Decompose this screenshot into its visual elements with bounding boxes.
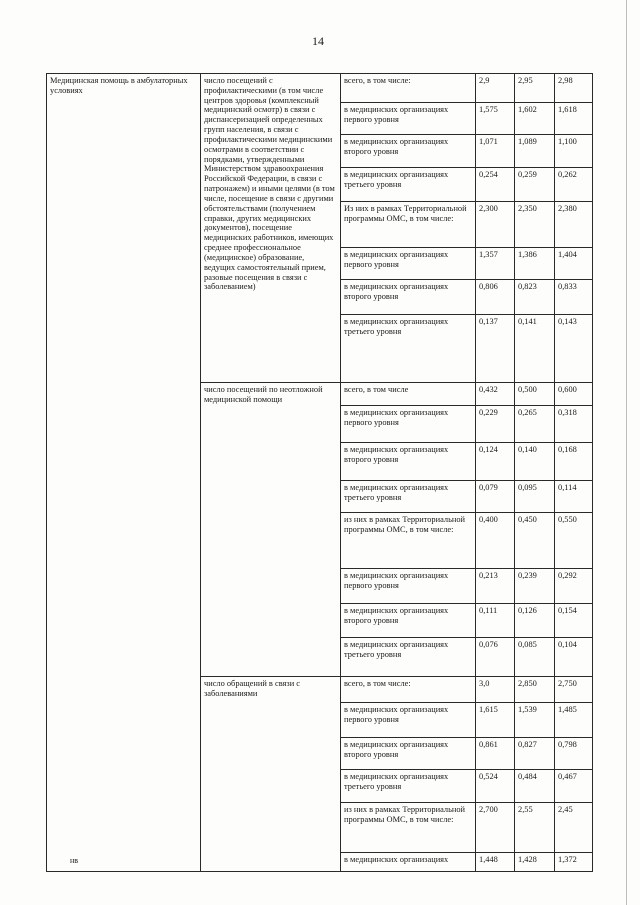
value-cell: 0,141 bbox=[515, 315, 555, 383]
value-cell: 1,539 bbox=[515, 703, 555, 738]
value-cell: 0,095 bbox=[515, 481, 555, 513]
value-cell: 0,114 bbox=[555, 481, 593, 513]
value-cell: 0,600 bbox=[555, 383, 593, 406]
value-cell: 2,700 bbox=[476, 803, 515, 853]
value-cell: 0,124 bbox=[476, 443, 515, 481]
row-label: всего, в том числе: bbox=[341, 677, 476, 703]
value-cell: 0,823 bbox=[515, 280, 555, 315]
value-cell: 0,079 bbox=[476, 481, 515, 513]
value-cell: 2,300 bbox=[476, 202, 515, 248]
group-label: число обращений в связи с заболеваниями bbox=[201, 677, 341, 872]
value-cell: 0,137 bbox=[476, 315, 515, 383]
value-cell: 0,833 bbox=[555, 280, 593, 315]
table-row bbox=[47, 74, 593, 103]
value-cell: 0,827 bbox=[515, 738, 555, 770]
value-cell: 2,95 bbox=[515, 74, 555, 103]
value-cell: 0,432 bbox=[476, 383, 515, 406]
section-label: Медицинская помощь в амбулаторных условиях bbox=[47, 74, 201, 872]
value-cell: 1,100 bbox=[555, 135, 593, 168]
row-label: в медицинских организациях второго уровня bbox=[341, 280, 476, 315]
value-cell: 0,500 bbox=[515, 383, 555, 406]
row-label: из них в рамках Территориальной программы ОМС, в том числе: bbox=[341, 803, 476, 853]
value-cell: 1,372 bbox=[555, 853, 593, 872]
value-cell: 0,484 bbox=[515, 770, 555, 803]
value-cell: 2,98 bbox=[555, 74, 593, 103]
row-label: из них в рамках Территориальной программы ОМС, в том числе: bbox=[341, 513, 476, 569]
value-cell: 0,229 bbox=[476, 406, 515, 443]
value-cell: 2,850 bbox=[515, 677, 555, 703]
value-cell: 0,213 bbox=[476, 569, 515, 604]
value-cell: 2,55 bbox=[515, 803, 555, 853]
page-number: 14 bbox=[312, 34, 324, 48]
row-label: в медицинских организациях третьего уровня bbox=[341, 770, 476, 803]
value-cell: 0,076 bbox=[476, 638, 515, 677]
value-cell: 0,168 bbox=[555, 443, 593, 481]
footer-mark: нв bbox=[70, 856, 79, 865]
value-cell: 0,524 bbox=[476, 770, 515, 803]
row-label: всего, в том числе: bbox=[341, 74, 476, 103]
value-cell: 0,126 bbox=[515, 604, 555, 638]
row-label: всего, в том числе bbox=[341, 383, 476, 406]
value-cell: 0,140 bbox=[515, 443, 555, 481]
value-cell: 0,467 bbox=[555, 770, 593, 803]
value-cell: 1,618 bbox=[555, 103, 593, 135]
row-label: в медицинских организациях третьего уровня bbox=[341, 638, 476, 677]
value-cell: 1,448 bbox=[476, 853, 515, 872]
value-cell: 1,357 bbox=[476, 248, 515, 280]
row-label: в медицинских организациях третьего уровня bbox=[341, 168, 476, 202]
value-cell: 1,404 bbox=[555, 248, 593, 280]
value-cell: 1,602 bbox=[515, 103, 555, 135]
value-cell: 0,318 bbox=[555, 406, 593, 443]
row-label: в медицинских организациях третьего уровня bbox=[341, 315, 476, 383]
value-cell: 1,071 bbox=[476, 135, 515, 168]
value-cell: 1,485 bbox=[555, 703, 593, 738]
value-cell: 2,9 bbox=[476, 74, 515, 103]
row-label: в медицинских организациях третьего уровня bbox=[341, 481, 476, 513]
value-cell: 0,292 bbox=[555, 569, 593, 604]
value-cell: 1,615 bbox=[476, 703, 515, 738]
value-cell: 0,085 bbox=[515, 638, 555, 677]
value-cell: 0,861 bbox=[476, 738, 515, 770]
value-cell: 1,428 bbox=[515, 853, 555, 872]
value-cell: 1,089 bbox=[515, 135, 555, 168]
value-cell: 0,265 bbox=[515, 406, 555, 443]
value-cell: 1,386 bbox=[515, 248, 555, 280]
row-label: в медицинских организациях второго уровня bbox=[341, 443, 476, 481]
row-label: Из них в рамках Территориальной программы ОМС, в том числе: bbox=[341, 202, 476, 248]
row-label: в медицинских организациях bbox=[341, 853, 476, 872]
value-cell: 0,806 bbox=[476, 280, 515, 315]
value-cell: 0,450 bbox=[515, 513, 555, 569]
value-cell: 2,750 bbox=[555, 677, 593, 703]
page-edge-line bbox=[626, 0, 627, 905]
value-cell: 0,143 bbox=[555, 315, 593, 383]
value-cell: 0,111 bbox=[476, 604, 515, 638]
value-cell: 0,550 bbox=[555, 513, 593, 569]
value-cell: 0,104 bbox=[555, 638, 593, 677]
row-label: в медицинских организациях первого уровня bbox=[341, 248, 476, 280]
row-label: в медицинских организациях первого уровня bbox=[341, 103, 476, 135]
group-label: число посещений по неотложной медицинской помощи bbox=[201, 383, 341, 677]
group-label: число посещений с профилактическими (в том числе центров здоровья (комплексный медицинский осмотр) в связи с диспансеризацией определенных групп населения, в связи с профилактическими медицинскими осмотрами в соответствии с порядками, утвержденными Министерством здравоохранения Российской Федерации, в связи с патронажем) и иными целями (в том числе, посещение в связи с другими обстоятельствами (получением справки, других медицинских документов), посещение медицинских работников, имеющих среднее профессиональное (медицинское) образование, ведущих самостоятельный прием, разовые посещения в связи с заболеванием) bbox=[201, 74, 341, 383]
row-label: в медицинских организациях второго уровня bbox=[341, 738, 476, 770]
value-cell: 0,239 bbox=[515, 569, 555, 604]
value-cell: 0,798 bbox=[555, 738, 593, 770]
value-cell: 0,400 bbox=[476, 513, 515, 569]
value-cell: 3,0 bbox=[476, 677, 515, 703]
row-label: в медицинских организациях второго уровня bbox=[341, 135, 476, 168]
value-cell: 2,380 bbox=[555, 202, 593, 248]
value-cell: 0,154 bbox=[555, 604, 593, 638]
indicators-table bbox=[46, 73, 593, 872]
value-cell: 2,350 bbox=[515, 202, 555, 248]
value-cell: 0,254 bbox=[476, 168, 515, 202]
row-label: в медицинских организациях первого уровня bbox=[341, 406, 476, 443]
value-cell: 0,259 bbox=[515, 168, 555, 202]
value-cell: 1,575 bbox=[476, 103, 515, 135]
row-label: в медицинских организациях второго уровня bbox=[341, 604, 476, 638]
value-cell: 0,262 bbox=[555, 168, 593, 202]
row-label: в медицинских организациях первого уровня bbox=[341, 569, 476, 604]
row-label: в медицинских организациях первого уровня bbox=[341, 703, 476, 738]
value-cell: 2,45 bbox=[555, 803, 593, 853]
